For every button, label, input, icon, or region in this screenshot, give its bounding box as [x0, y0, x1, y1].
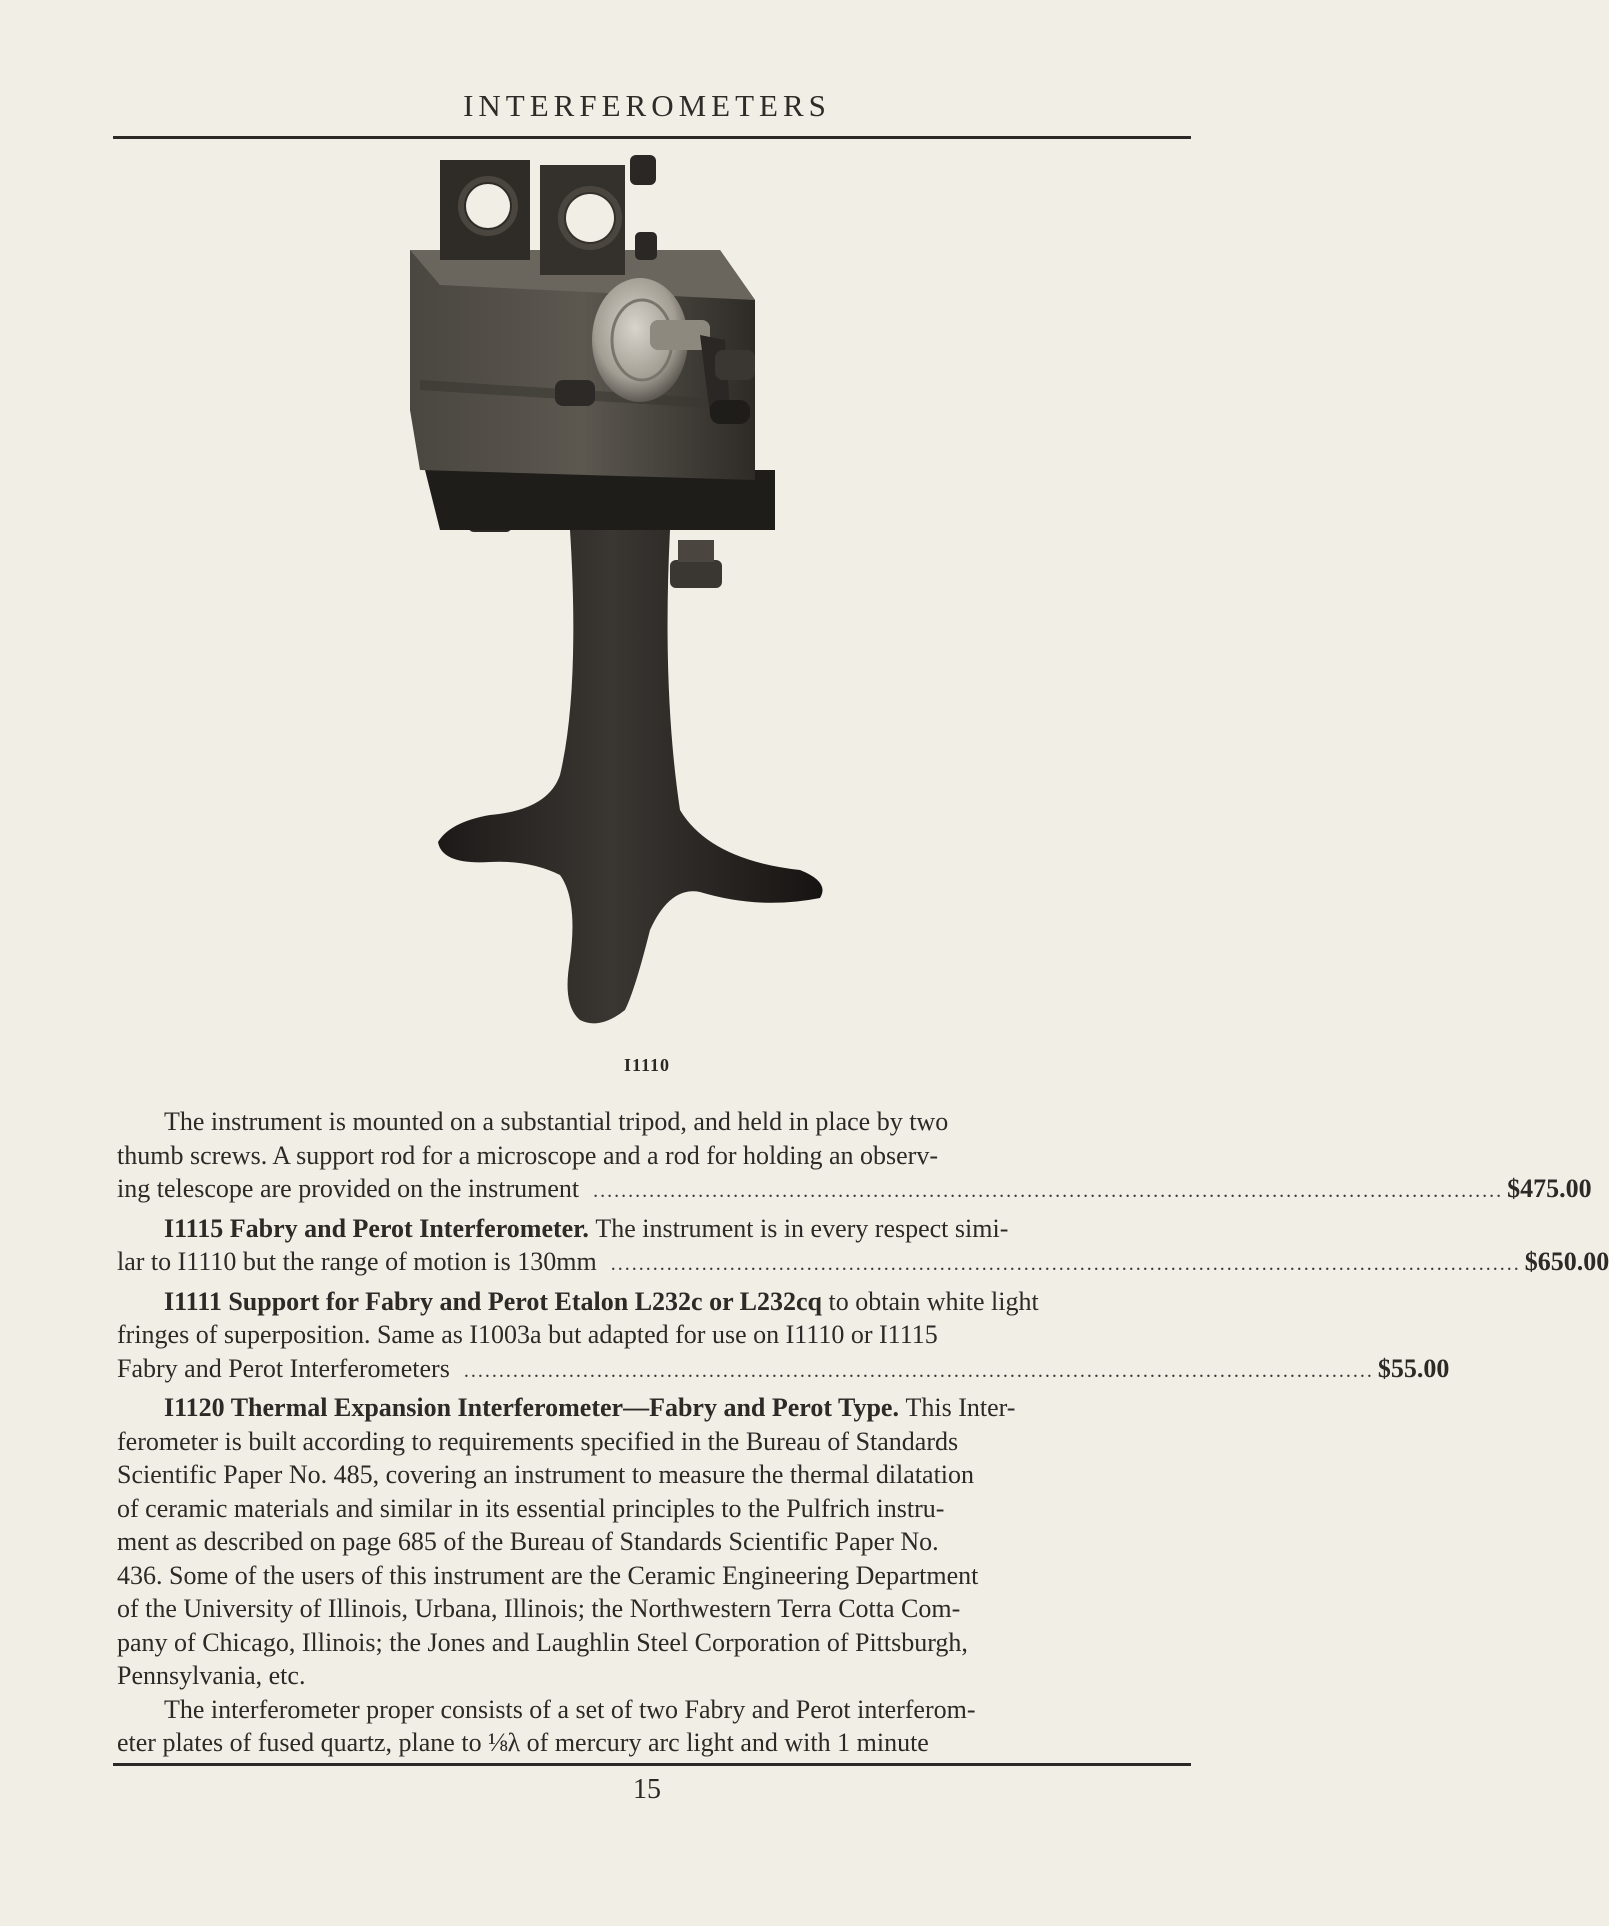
price: $55.00 — [1377, 1353, 1450, 1383]
item-heading: I1115 Fabry and Perot Interferometer. — [164, 1213, 589, 1243]
figure-caption: I1110 — [623, 1055, 671, 1075]
interferometer-photo — [380, 170, 920, 1050]
price-line: ing telescope are provided on the instrument .................................................................................................................................. $475.00 — [117, 1172, 1199, 1206]
text-line: of the University of Illinois, Urbana, Illinois; the Northwestern Terra Cotta Com- — [117, 1594, 961, 1623]
price-line: Fabry and Perot Interferometers .................................................................................................................................. $55.00 — [117, 1352, 1199, 1386]
text-line: I1120 Thermal Expansion Interferometer—Fabry and Perot Type. This Inter- — [117, 1391, 1199, 1425]
dot-leaders: .................................................................................................................................. — [610, 1253, 1521, 1275]
header-rule — [113, 136, 1191, 139]
text-line: The interferometer proper consists of a set of two Fabry and Perot interferom- — [164, 1694, 976, 1724]
footer-rule — [113, 1763, 1191, 1766]
dot-leaders: .................................................................................................................................. — [593, 1180, 1504, 1202]
text-line: I1111 Support for Fabry and Perot Etalon L232c or L232cq to obtain white light — [117, 1285, 1199, 1319]
text-line: thumb screws. A support rod for a microscope and a rod for holding an observ- — [117, 1140, 938, 1170]
text-line: pany of Chicago, Illinois; the Jones and Laughlin Steel Corporation of Pittsburgh, — [117, 1627, 968, 1657]
text-line: ment as described on page 685 of the Bureau of Standards Scientific Paper No. — [117, 1527, 939, 1556]
price: $475.00 — [1507, 1174, 1592, 1203]
text-line: 436. Some of the users of this instrument are the Ceramic Engineering Department — [117, 1560, 979, 1590]
running-head: INTERFEROMETERS — [463, 88, 831, 123]
body-text — [117, 1105, 1609, 1760]
text-line: ferometer is built according to requirements specified in the Bureau of Standards — [117, 1426, 959, 1456]
text-line: eter plates of fused quartz, plane to ⅛λ of mercury arc light and with 1 minute — [117, 1728, 929, 1757]
text-line: Scientific Paper No. 485, covering an instrument to measure the thermal dilatation — [117, 1460, 975, 1489]
text-line: of ceramic materials and similar in its essential principles to the Pulfrich instru- — [117, 1493, 945, 1523]
item-heading: I1120 Thermal Expansion Interferometer—Fabry and Perot Type. — [164, 1393, 899, 1422]
page-number: 15 — [633, 1774, 661, 1805]
text-line: Pennsylvania, etc. — [117, 1661, 306, 1690]
text-line: The instrument is mounted on a substantial tripod, and held in place by two — [164, 1107, 949, 1136]
text-line: I1115 Fabry and Perot Interferometer. The instrument is in every respect simi- — [117, 1212, 1199, 1246]
text-line: fringes of superposition. Same as I1003a but adapted for use on I1110 or I1115 — [117, 1320, 938, 1349]
item-heading: I1111 Support for Fabry and Perot Etalon L232c or L232cq — [164, 1286, 823, 1316]
dot-leaders: .................................................................................................................................. — [463, 1359, 1374, 1382]
price-line: lar to I1110 but the range of motion is 130mm .................................................................................................................................. $650.00 — [117, 1245, 1199, 1279]
price: $650.00 — [1524, 1247, 1609, 1276]
